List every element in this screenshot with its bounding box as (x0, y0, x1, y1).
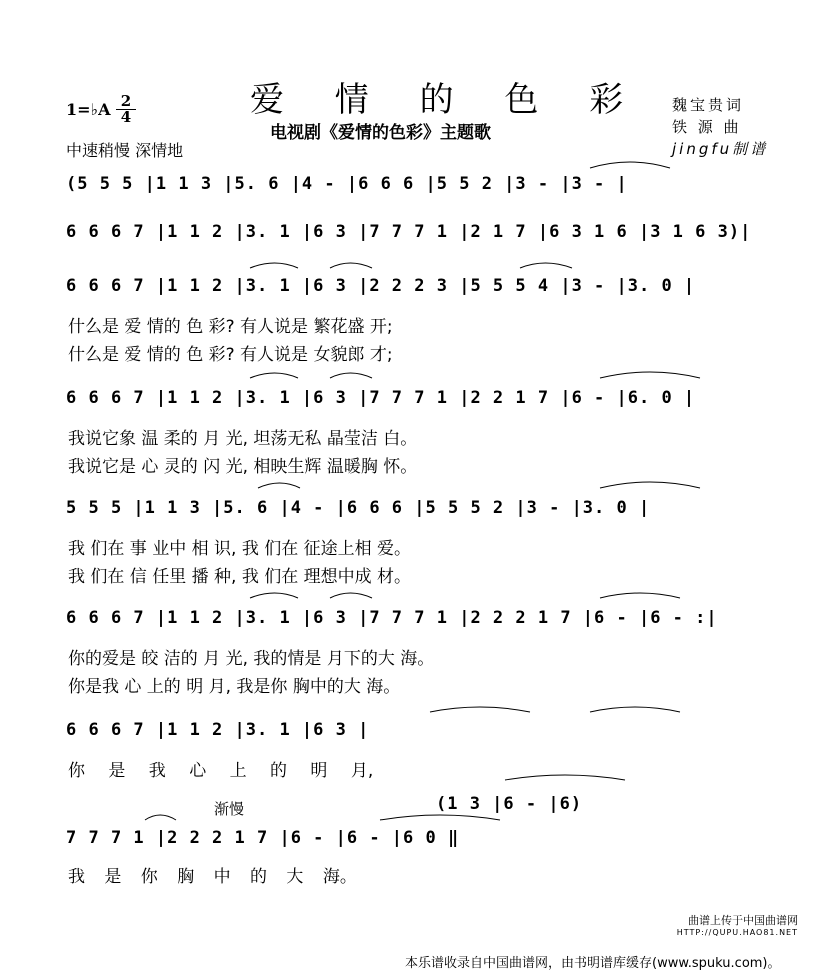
tempo-marking: 中速稍慢 深情地 (66, 141, 184, 160)
lyricist-credit: 魏宝贵词 (672, 96, 745, 114)
ossia-passage: (1 3 |6 - |6) (436, 794, 583, 814)
composer-credit: 铁 源 曲 (672, 118, 742, 136)
watermark-site-name: 曲谱上传于中国曲谱网 (688, 914, 798, 927)
tempo-change-marking: 渐慢 (214, 800, 245, 818)
lyrics-row-5-verse-1: 我 们在 事 业中 相 识, 我 们在 征途上相 爱。 (68, 539, 412, 559)
score-row-1: (5 5 5 |1 1 3 |5. 6 |4 - |6 6 6 |5 5 2 |3 - |3 - | (66, 174, 628, 194)
score-row-7: 6 6 6 7 |1 1 2 |3. 1 |6 3 | (66, 720, 370, 740)
lyrics-row-3-verse-1: 什么是 爱 情的 色 彩? 有人说是 繁花盛 开; (68, 317, 393, 337)
score-row-4: 6 6 6 7 |1 1 2 |3. 1 |6 3 |7 7 7 1 |2 2 1 7 |6 - |6. 0 | (66, 388, 696, 408)
score-row-3: 6 6 6 7 |1 1 2 |3. 1 |6 3 |2 2 2 3 |5 5 5 4 |3 - |3. 0 | (66, 276, 696, 296)
score-row-5: 5 5 5 |1 1 3 |5. 6 |4 - |6 6 6 |5 5 5 2 |3 - |3. 0 | (66, 498, 651, 518)
song-title: 爱 情 的 色 彩 (250, 80, 644, 120)
meter-top: 2 (116, 94, 136, 110)
score-row-6: 6 6 6 7 |1 1 2 |3. 1 |6 3 |7 7 7 1 |2 2 2 1 7 |6 - |6 - :| (66, 608, 718, 628)
song-subtitle: 电视剧《爱情的色彩》主题歌 (270, 123, 491, 143)
key-signature: 1=♭A (66, 100, 111, 119)
page-footer: 本乐谱收录自中国曲谱网，由书明谱库缓存(www.spuku.com)。 (405, 956, 781, 971)
lyrics-row-5-verse-2: 我 们在 信 任里 播 种, 我 们在 理想中成 材。 (68, 567, 412, 587)
lyrics-row-6-verse-1: 你的爱是 皎 洁的 月 光, 我的情是 月下的大 海。 (68, 649, 435, 669)
watermark-url: HTTP://QUPU.HAO81.NET (676, 928, 798, 937)
arranger-credit: jingfu制谱 (672, 140, 769, 158)
lyrics-row-6-verse-2: 你是我 心 上的 明 月, 我是你 胸中的大 海。 (68, 677, 401, 697)
lyrics-row-3-verse-2: 什么是 爱 情的 色 彩? 有人说是 女貌郎 才; (68, 345, 393, 365)
score-row-2: 6 6 6 7 |1 1 2 |3. 1 |6 3 |7 7 7 1 |2 1 7 |6 3 1 6 |3 1 6 3)| (66, 222, 752, 242)
lyrics-row-4-verse-1: 我说它象 温 柔的 月 光, 坦荡无私 晶莹洁 白。 (68, 429, 418, 449)
score-row-8: 7 7 7 1 |2 2 2 1 7 |6 - |6 - |6 0 ‖ (66, 828, 460, 848)
lyrics-row-4-verse-2: 我说它是 心 灵的 闪 光, 相映生辉 温暖胸 怀。 (68, 457, 418, 477)
lyrics-row-8: 我 是 你 胸 中 的 大 海。 (68, 867, 357, 887)
lyrics-row-7: 你 是 我 心 上 的 明 月, (68, 761, 374, 781)
meter-bottom: 4 (120, 108, 132, 126)
